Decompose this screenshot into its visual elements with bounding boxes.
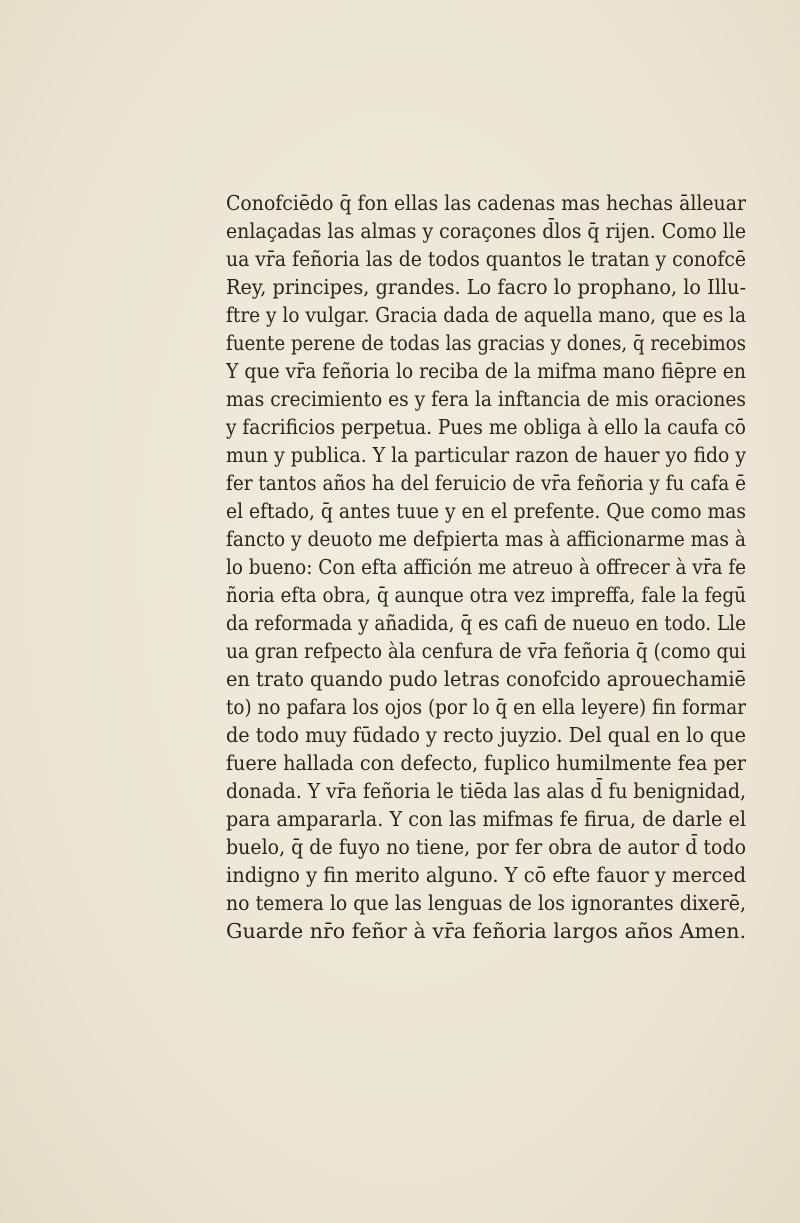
text-line: mas crecimiento es y fera la inftancia de mis oraciones	[226, 387, 746, 411]
text-line: no temera lo que las lenguas de los ignorantes dixerē,	[226, 891, 746, 915]
dedication-text	[226, 189, 746, 945]
text-line: indigno y fin merito alguno. Y cō efte fauor y merced	[226, 863, 746, 887]
text-line: para ampararla. Y con las mifmas fe firua, de darle el	[226, 807, 746, 831]
text-line: buelo, q̄ de fuyo no tiene, por fer obra de autor d̄ todo	[226, 835, 746, 859]
text-line: Guarde nr̄o feñor à vr̄a feñoria largos años Amen.	[226, 919, 746, 943]
text-line: Conofciēdo q̄ fon ellas las cadenas mas hechas ālleuar	[226, 191, 746, 215]
text-line: Y que vr̄a feñoria lo reciba de la mifma mano fiēpre en	[226, 359, 746, 383]
text-line: ua vr̄a feñoria las de todos quantos le tratan y conofcē	[226, 247, 746, 271]
text-line: fuere hallada con defecto, fuplico humilmente fea per	[226, 751, 746, 775]
text-line: fuente perene de todas las gracias y dones, q̄ recebimos	[226, 331, 746, 355]
text-line: en trato quando pudo letras conofcido aprouechamiē	[226, 667, 746, 691]
text-line: fer tantos años ha del feruicio de vr̄a feñoria y fu cafa ē	[226, 471, 746, 495]
text-line: el eftado, q̄ antes tuue y en el prefente. Que como mas	[226, 499, 746, 523]
text-line: ñoria efta obra, q̄ aunque otra vez impreffa, fale la fegū	[226, 583, 746, 607]
text-line: mun y publica. Y la particular razon de hauer yo fido y	[226, 443, 746, 467]
text-line: da reformada y añadida, q̄ es cafi de nueuo en todo. Lle	[226, 611, 746, 635]
text-line: ftre y lo vulgar. Gracia dada de aquella mano, que es la	[226, 303, 746, 327]
text-line: de todo muy fūdado y recto juyzio. Del qual en lo que	[226, 723, 746, 747]
text-line: ua gran refpecto àla cenfura de vr̄a feñoria q̄ (como qui	[226, 639, 746, 663]
text-line: Rey, principes, grandes. Lo facro lo prophano, lo Illu-	[226, 275, 746, 299]
text-line: enlaçadas las almas y coraçones d̄los q̄ rijen. Como lle	[226, 219, 746, 243]
text-line: to) no pafara los ojos (por lo q̄ en ella leyere) fin formar	[226, 695, 746, 719]
text-line: lo bueno: Con efta affición me atreuo à offrecer à vr̄a fe	[226, 555, 746, 579]
text-line: y facrificios perpetua. Pues me obliga à ello la caufa cō	[226, 415, 746, 439]
text-line: donada. Y vr̄a feñoria le tiēda las alas d̄ fu benignidad,	[226, 779, 746, 803]
text-line: fancto y deuoto me defpierta mas à afficionarme mas à	[226, 527, 746, 551]
